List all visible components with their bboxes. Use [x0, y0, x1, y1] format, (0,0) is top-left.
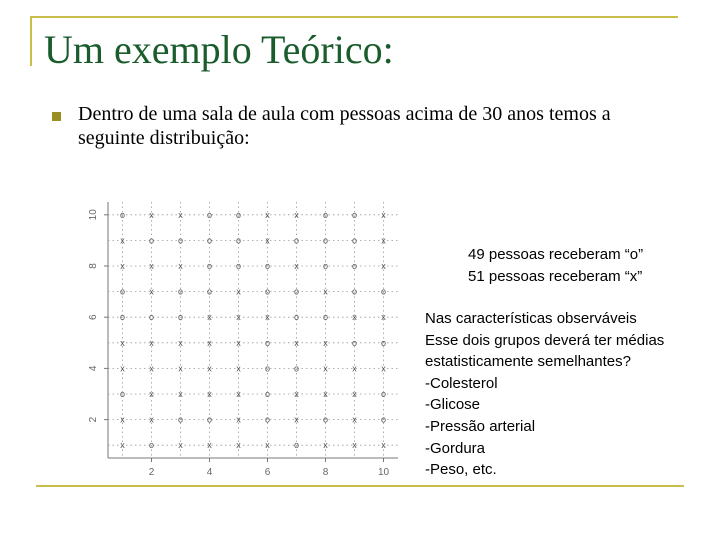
- marker-x: x: [178, 209, 183, 220]
- marker-x: x: [149, 337, 154, 348]
- marker-x: x: [178, 337, 183, 348]
- marker-x: x: [294, 337, 299, 348]
- item-gordura: -Gordura: [425, 439, 486, 457]
- y-tick-label: 10: [88, 209, 99, 221]
- marker-x: x: [178, 363, 183, 374]
- marker-o: o: [351, 261, 358, 271]
- marker-x: x: [149, 414, 154, 425]
- y-tick-label: 8: [88, 263, 99, 269]
- bullet-square-icon: [52, 112, 61, 121]
- marker-o: o: [293, 235, 300, 246]
- x-tick-label: 6: [264, 467, 271, 478]
- marker-o: o: [322, 261, 329, 271]
- marker-x: x: [381, 209, 386, 220]
- question-line-2: Esse dois grupos deverá ter médias: [425, 331, 665, 349]
- marker-x: x: [207, 312, 212, 323]
- marker-x: x: [149, 261, 154, 271]
- marker-o: o: [293, 312, 300, 323]
- marker-x: x: [352, 440, 357, 451]
- marker-o: o: [148, 235, 155, 246]
- marker-o: o: [322, 414, 329, 425]
- scatter-plot: [84, 196, 414, 486]
- marker-o: o: [351, 209, 358, 220]
- marker-x: x: [381, 235, 386, 246]
- item-pressao: -Pressão arterial: [425, 417, 536, 435]
- marker-o: o: [206, 286, 213, 297]
- marker-o: o: [264, 337, 271, 348]
- count-o-line: 49 pessoas receberam “o”: [468, 246, 644, 263]
- question-note: [425, 308, 664, 481]
- frame-top-line: [30, 16, 678, 18]
- marker-o: o: [322, 235, 329, 246]
- marker-x: x: [352, 389, 357, 399]
- marker-x: x: [207, 337, 212, 348]
- marker-x: x: [265, 209, 270, 220]
- marker-o: o: [235, 261, 242, 271]
- marker-o: o: [119, 209, 126, 220]
- marker-x: x: [149, 363, 154, 374]
- item-colesterol: -Colesterol: [425, 374, 498, 392]
- marker-x: x: [352, 312, 357, 323]
- marker-x: x: [265, 235, 270, 246]
- marker-o: o: [206, 261, 213, 271]
- marker-o: o: [264, 389, 271, 399]
- marker-o: o: [177, 235, 184, 246]
- marker-o: o: [206, 235, 213, 246]
- marker-o: o: [293, 286, 300, 297]
- marker-x: x: [294, 209, 299, 220]
- y-tick-label: 6: [88, 314, 99, 320]
- marker-o: o: [380, 337, 387, 348]
- marker-x: x: [120, 337, 125, 348]
- marker-x: x: [236, 414, 241, 425]
- marker-x: x: [323, 389, 328, 399]
- marker-x: x: [207, 440, 212, 451]
- marker-x: x: [381, 363, 386, 374]
- marker-x: x: [149, 209, 154, 220]
- question-line-1: Nas características observáveis: [425, 310, 637, 327]
- marker-x: x: [236, 440, 241, 451]
- marker-o: o: [177, 286, 184, 297]
- marker-o: o: [206, 209, 213, 220]
- marker-x: x: [381, 261, 386, 271]
- x-tick-label: 2: [148, 467, 155, 478]
- marker-x: x: [120, 363, 125, 374]
- marker-o: o: [148, 312, 155, 323]
- marker-x: x: [120, 414, 125, 425]
- marker-x: x: [352, 414, 357, 425]
- marker-o: o: [177, 312, 184, 323]
- x-tick-label: 4: [206, 467, 213, 478]
- count-x-line: 51 pessoas receberam “x”: [468, 268, 643, 285]
- marker-x: x: [323, 440, 328, 451]
- marker-o: o: [293, 363, 300, 374]
- marker-o: o: [119, 286, 126, 297]
- question-line-3: estatisticamente semelhantes?: [425, 353, 631, 371]
- y-tick-label: 2: [88, 416, 99, 423]
- marker-x: x: [178, 261, 183, 271]
- marker-o: o: [351, 235, 358, 246]
- x-tick-label: 10: [377, 467, 390, 478]
- marker-o: o: [351, 286, 358, 297]
- frame-left-line: [30, 16, 32, 66]
- marker-o: o: [264, 414, 271, 425]
- marker-o: o: [235, 209, 242, 220]
- marker-x: x: [207, 363, 212, 374]
- marker-o: o: [119, 389, 126, 399]
- marker-o: o: [322, 209, 329, 220]
- marker-o: o: [293, 440, 300, 451]
- marker-x: x: [294, 414, 299, 425]
- marker-o: o: [264, 363, 271, 374]
- marker-o: o: [235, 235, 242, 246]
- marker-o: o: [206, 414, 213, 425]
- marker-x: x: [178, 389, 183, 399]
- marker-o: o: [380, 414, 387, 425]
- marker-o: o: [322, 312, 329, 323]
- marker-x: x: [265, 440, 270, 451]
- y-tick-label: 4: [88, 365, 99, 372]
- bullet-text: Dentro de uma sala de aula com pessoas acima de 30 anos temos a seguinte distribuição:: [78, 103, 611, 149]
- counts-note: [468, 244, 643, 288]
- marker-o: o: [380, 389, 387, 399]
- marker-x: x: [381, 440, 386, 451]
- marker-x: x: [120, 235, 125, 246]
- marker-x: x: [352, 363, 357, 374]
- marker-o: o: [177, 414, 184, 425]
- marker-x: x: [236, 363, 241, 374]
- marker-x: x: [120, 261, 125, 271]
- marker-x: x: [207, 389, 212, 399]
- marker-x: x: [178, 440, 183, 451]
- marker-x: x: [236, 389, 241, 399]
- marker-o: o: [380, 286, 387, 297]
- x-tick-label: 8: [322, 467, 329, 478]
- item-glicose: -Glicose: [425, 396, 481, 414]
- marker-x: x: [323, 363, 328, 374]
- marker-x: x: [381, 312, 386, 323]
- marker-o: o: [351, 337, 358, 348]
- marker-x: x: [294, 389, 299, 399]
- marker-x: x: [236, 337, 241, 348]
- marker-o: o: [264, 286, 271, 297]
- marker-o: o: [119, 312, 126, 323]
- marker-x: x: [120, 440, 125, 451]
- marker-x: x: [149, 286, 154, 297]
- marker-x: x: [236, 286, 241, 297]
- marker-x: x: [265, 312, 270, 323]
- slide-title: Um exemplo Teórico:: [44, 27, 394, 72]
- marker-x: x: [294, 261, 299, 271]
- marker-o: o: [148, 440, 155, 451]
- marker-x: x: [323, 286, 328, 297]
- marker-x: x: [236, 312, 241, 323]
- marker-x: x: [323, 337, 328, 348]
- marker-o: o: [264, 261, 271, 271]
- item-peso: -Peso, etc.: [425, 461, 497, 479]
- marker-x: x: [149, 389, 154, 399]
